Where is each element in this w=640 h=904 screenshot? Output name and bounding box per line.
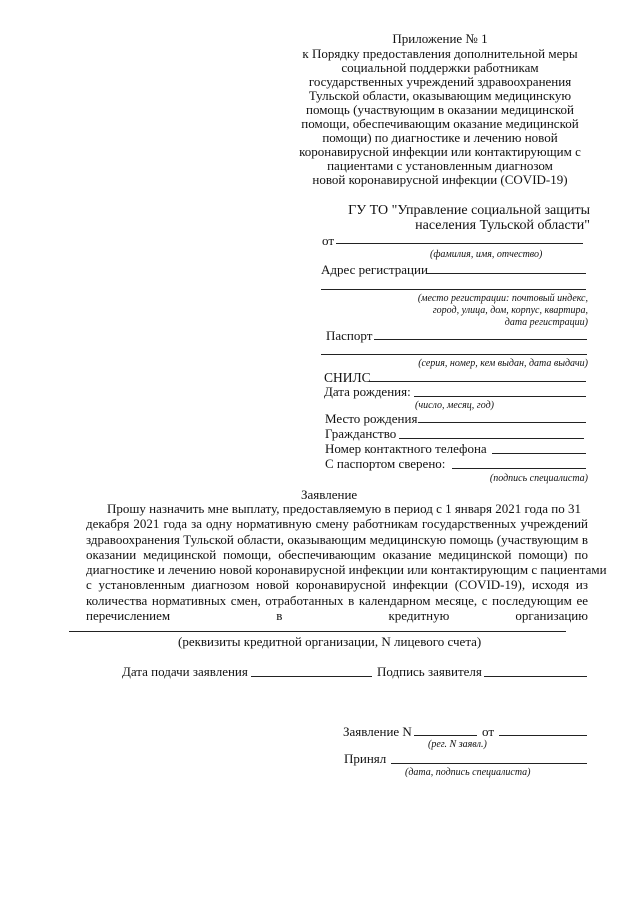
accepted-note: (дата, подпись специалиста) (405, 767, 531, 778)
birthplace-field-line[interactable] (418, 422, 586, 423)
address-note-3: дата регистрации) (504, 317, 588, 328)
statement-line: с установленным диагнозом новой коронавирусной инфекции (COVID-19), исходя из (86, 577, 588, 593)
appendix-line: государственных учреждений здравоохранения (308, 74, 572, 89)
appendix-line: Тульской области, оказывающим медицинскую (308, 88, 572, 103)
birthplace-label: Место рождения (325, 411, 418, 426)
statement-line: оказании медицинской помощи, обеспечивающим оказание медицинской помощи) по (86, 546, 588, 562)
reg-note: (рег. N заявл.) (428, 739, 487, 750)
appendix-line: коронавирусной инфекции или контактирующим с (299, 144, 581, 159)
birthdate-field-line[interactable] (414, 396, 586, 397)
bank-requisites-line[interactable] (69, 631, 566, 632)
address-label: Адрес регистрации (321, 262, 428, 277)
checked-signature-line[interactable] (452, 468, 586, 469)
address-note-1: (место регистрации: почтовый индекс, (417, 293, 588, 304)
appendix-line: социальной поддержки работникам (341, 60, 539, 75)
submit-date-field-line[interactable] (251, 676, 372, 677)
statement-no-label: Заявление N (343, 724, 412, 739)
statement-line: декабря 2021 года за одну нормативную смену работникам государственных учреждений (86, 516, 588, 532)
checked-label: С паспортом сверено: (325, 456, 446, 471)
phone-field-line[interactable] (492, 453, 586, 454)
accepted-field-line[interactable] (391, 763, 587, 764)
from-label: от (322, 233, 335, 248)
registration-from-label: от (482, 724, 495, 739)
statement-last-line (86, 608, 588, 623)
recipient-line-2: населения Тульской области" (415, 218, 590, 233)
fio-note: (фамилия, имя, отчество) (430, 249, 543, 260)
appendix-line: помощи, обеспечивающим оказание медицинской (301, 116, 579, 131)
registration-date-field-line[interactable] (499, 735, 587, 736)
appendix-line: Приложение № 1 (392, 31, 488, 46)
birthdate-label: Дата рождения: (324, 384, 411, 399)
appendix-line: к Порядку предоставления дополнительной меры (302, 46, 578, 61)
statement-line: количества нормативных смен, отработанных в календарном месяце, с последующим ее (86, 592, 588, 608)
snils-field-line[interactable] (369, 381, 586, 382)
snils-label: СНИЛС (324, 370, 371, 385)
applicant-signature-label: Подпись заявителя (377, 664, 482, 679)
statement-word: кредитную (388, 608, 450, 624)
passport-field-line[interactable] (374, 339, 587, 340)
statement-paragraph (86, 501, 607, 624)
citizenship-label: Гражданство (325, 426, 397, 441)
appendix-line: пациентами с установленным диагнозом (327, 158, 553, 173)
statement-line: Прошу назначить мне выплату, предоставляемую в период с 1 января 2021 года по 31 (107, 501, 581, 516)
citizenship-field-line[interactable] (399, 438, 584, 439)
passport-field-line-2[interactable] (321, 354, 587, 355)
recipient-line-1: ГУ ТО "Управление социальной защиты (348, 203, 590, 218)
statement-line: диагностике и лечению новой коронавирусной инфекции или контактирующим с пациентами (86, 562, 607, 578)
passport-note: (серия, номер, кем выдан, дата выдачи) (418, 358, 588, 369)
appendix-line: новой коронавирусной инфекции (COVID-19) (312, 172, 568, 187)
statement-word: перечислением (86, 608, 171, 624)
appendix-line: помощь (участвующим в оказании медицинской (305, 102, 575, 117)
submit-date-label: Дата подачи заявления (122, 664, 248, 679)
statement-no-field-line[interactable] (414, 735, 477, 736)
statement-word: организацию (515, 608, 588, 624)
checked-note: (подпись специалиста) (489, 473, 588, 484)
accepted-label: Принял (344, 751, 387, 766)
statement-line: здравоохранения Тульской области, оказывающим медицинскую помощь (участвующим в (86, 531, 588, 547)
birthdate-note: (число, месяц, год) (415, 400, 494, 411)
bank-note: (реквизиты кредитной организации, N лицевого счета) (178, 634, 482, 649)
applicant-signature-line[interactable] (484, 676, 587, 677)
address-field-line[interactable] (427, 273, 586, 274)
address-note-2: город, улица, дом, корпус, квартира, (432, 305, 588, 316)
address-field-line-2[interactable] (321, 289, 586, 290)
statement-title: Заявление (301, 487, 358, 502)
appendix-line: помощи) по диагностике и лечению новой (322, 130, 558, 145)
fio-field-line[interactable] (336, 243, 583, 244)
statement-word: в (276, 608, 283, 624)
passport-label: Паспорт (326, 328, 373, 343)
phone-label: Номер контактного телефона (325, 441, 487, 456)
